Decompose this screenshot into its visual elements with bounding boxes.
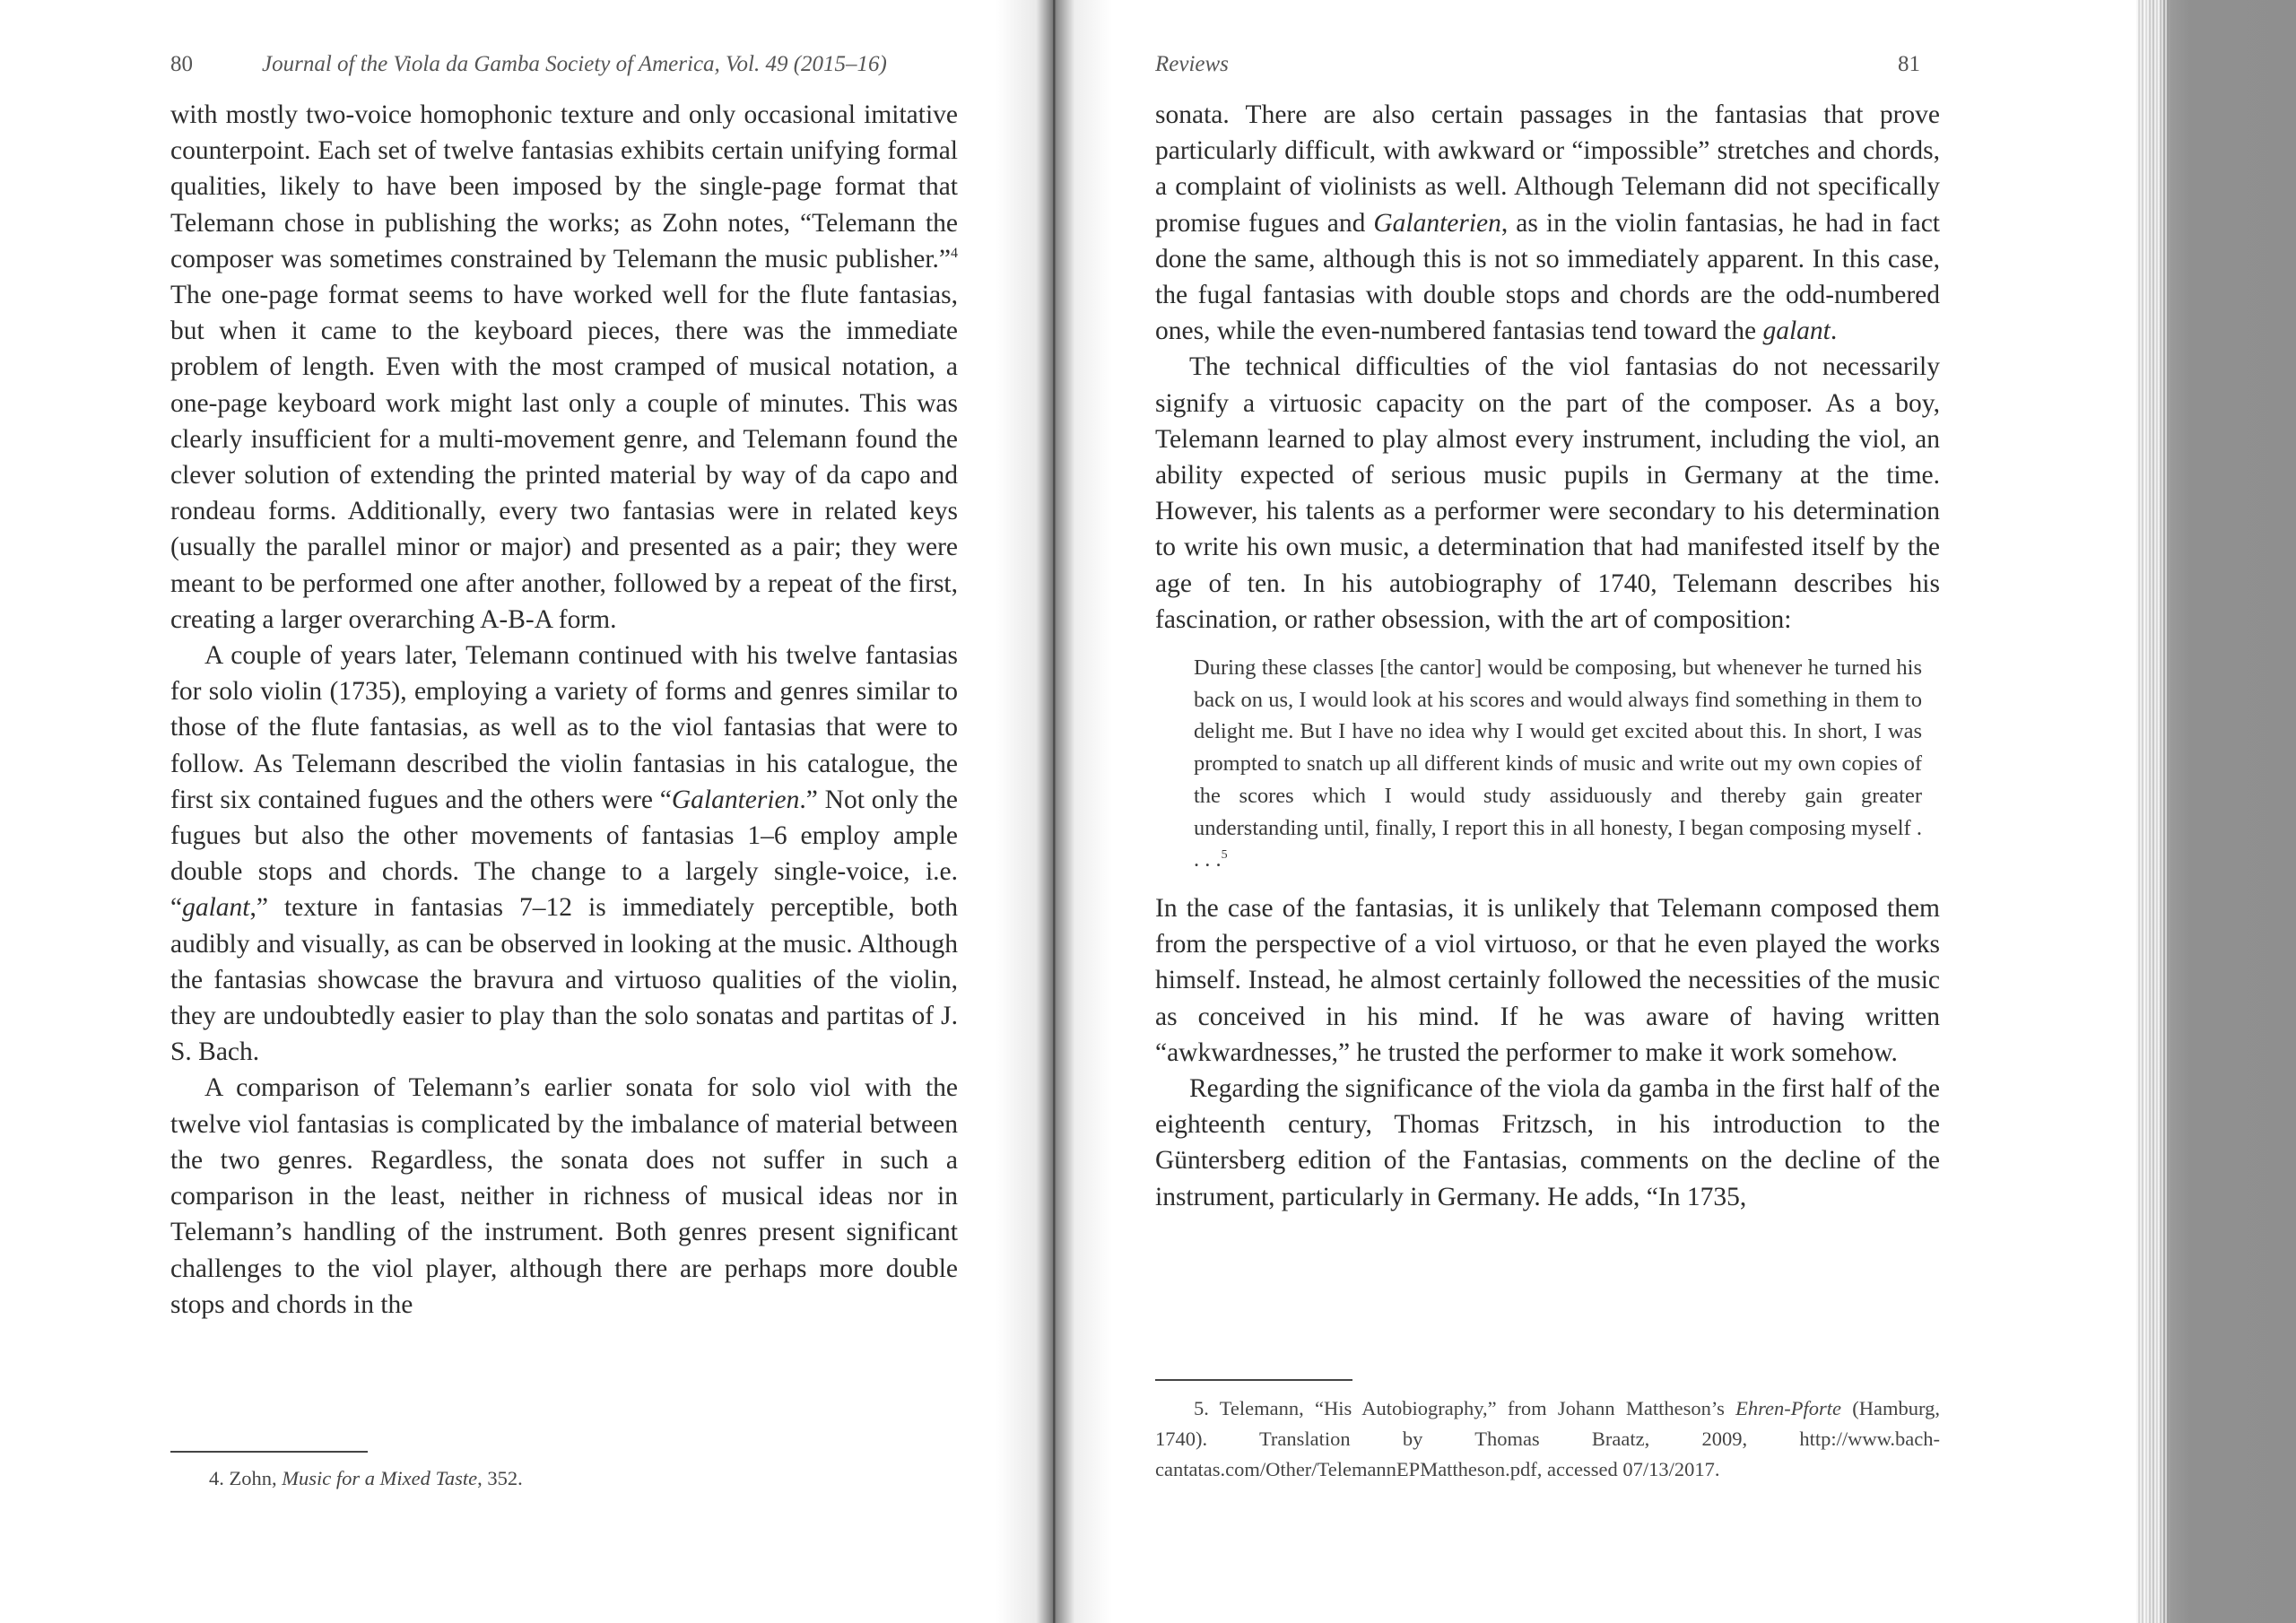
footnote-rule bbox=[170, 1451, 368, 1453]
paragraph: with mostly two-voice homophonic texture and only occasional imitative counterpoint. Each set of twelve fantasias exhibits certain unifying formal qualities, likely to have been imposed by the single-page format that Telemann chose in publishing the works; as Zohn notes, “Telemann the composer was sometimes constrained by Telemann the music publisher.”$^4$ The one-page format seems to have worked well for the flute fantasias, but when it came to the keyboard pieces, there was the immediate problem of length. Even with the most cramped of musical notation, a one-page keyboard work might last only a couple of minutes. This was clearly insufficient for a multi-movement genre, and Telemann found the clever solution of extending the printed material by way of da capo and rondeau forms. Additionally, every two fantasias were in related keys (usually the parallel minor or major) and presented as a pair; they were meant to be performed one after another, followed by a repeat of the first, creating a larger overarching A-B-A form. bbox=[170, 100, 958, 634]
left-page bbox=[170, 0, 958, 1623]
running-head-left bbox=[170, 52, 958, 84]
footnote-rule bbox=[1155, 1379, 1352, 1381]
paragraph: The technical difficulties of the viol fantasias do not necessarily signify a virtuosic capacity on the part of the composer. As a boy, Telemann learned to play almost every instrument, including the viol, an ability expected of serious music pupils in Germany at the time. However, his talents as a performer were secondary to his determination to write his own music, a determination that had manifested itself by the age of ten. In his autobiography of 1740, Telemann describes his fascination, or rather obsession, with the art of composition: bbox=[1155, 352, 1940, 634]
page-edges bbox=[2136, 0, 2296, 1623]
footnote-ref: 5 bbox=[1221, 848, 1228, 863]
page-number: 81 bbox=[1898, 52, 1920, 76]
running-head-title: Reviews bbox=[1155, 52, 1229, 76]
running-head-right bbox=[1155, 52, 1940, 84]
paragraph: Regarding the significance of the viola da gamba in the first half of the eighteenth century, Thomas Fritzsch, in his introduction to the Güntersberg edition of the Fantasias, comments on the decline of the instrument, particularly in Germany. He adds, “In 1735, bbox=[1155, 1073, 1940, 1211]
footnote-5: 5. Telemann, “His Autobiography,” from Johann Mattheson’s Ehren-Pforte (Hamburg, 1740). Translation by Thomas Braatz, 2009, http://www.bach-cantatas.com/Other/TelemannEPMattheson.pdf, accessed 07/13/2017. bbox=[1155, 1397, 1940, 1480]
paragraph: sonata. There are also certain passages in the fantasias that prove particularly difficult, with awkward or “impossible” stretches and chords, a complaint of violinists as well. Although Telemann did not specifically promise fugues and Galanterien, as in the violin fantasias, he had in fact done the same, although this is not so immediately apparent. In this case, the fugal fantasias with double stops and chords are the odd-numbered ones, while the even-numbered fantasias tend toward the galant. bbox=[1155, 100, 1941, 346]
running-head-title: Journal of the Viola da Gamba Society of America, Vol. 49 (2015–16) bbox=[262, 52, 887, 76]
paragraph: In the case of the fantasias, it is unlikely that Telemann composed them from the perspective of a viol virtuoso, or that he even played the works himself. Instead, he almost certainly followed the necessities of the music as conceived in his mind. If he was aware of having written “awkwardnesses,” he trusted the performer to make it work somehow. bbox=[1155, 893, 1940, 1067]
footnote-4: 4. Zohn, Music for a Mixed Taste, 352. bbox=[209, 1467, 523, 1489]
page-number: 80 bbox=[170, 52, 193, 76]
footnote-ref: 4 bbox=[951, 245, 958, 261]
paragraph: A couple of years later, Telemann continued with his twelve fantasias for solo violin (1735), employing a variety of forms and genres similar to those of the flute fantasias, as well as to the viol fantasias that were to follow. As Telemann described the violin fantasias in his catalogue, the first six contained fugues and the others were “Galanterien.” Not only the fugues but also the other movements of fantasias 1–6 employ ample double stops and chords. The change to a largely single-voice, i.e. “galant,” texture in fantasias 7–12 is immediately perceptible, both audibly and visually, as can be observed in looking at the music. Although the fantasias showcase the bravura and virtuoso qualities of the violin, they are undoubtedly easier to play than the solo sonatas and partitas of J. S. Bach. bbox=[170, 641, 958, 1067]
book-gutter bbox=[996, 0, 1112, 1623]
right-page bbox=[1155, 0, 1940, 1623]
body-text-right bbox=[1155, 97, 1940, 1215]
body-text-left bbox=[170, 97, 958, 1323]
block-quote: During these classes [the cantor] would be composing, but whenever he turned his back on us, I would look at his scores and would always find something in them to delight me. But I have no idea why I would get excited about this. In short, I was prompted to snatch up all different kinds of music and write out my own copies of the scores which I would study assiduously and thereby gain greater understanding until, finally, I report this in all honesty, I began composing myself . . . .$^5$ bbox=[1194, 655, 1922, 872]
paragraph: A comparison of Telemann’s earlier sonata for solo viol with the twelve viol fantasias is complicated by the imbalance of material between the two genres. Regardless, the sonata does not suffer in such a comparison in the least, neither in richness of musical ideas nor in Telemann’s handling of the instrument. Both genres present significant challenges to the viol player, although there are perhaps more double stops and chords in the bbox=[170, 1073, 958, 1319]
